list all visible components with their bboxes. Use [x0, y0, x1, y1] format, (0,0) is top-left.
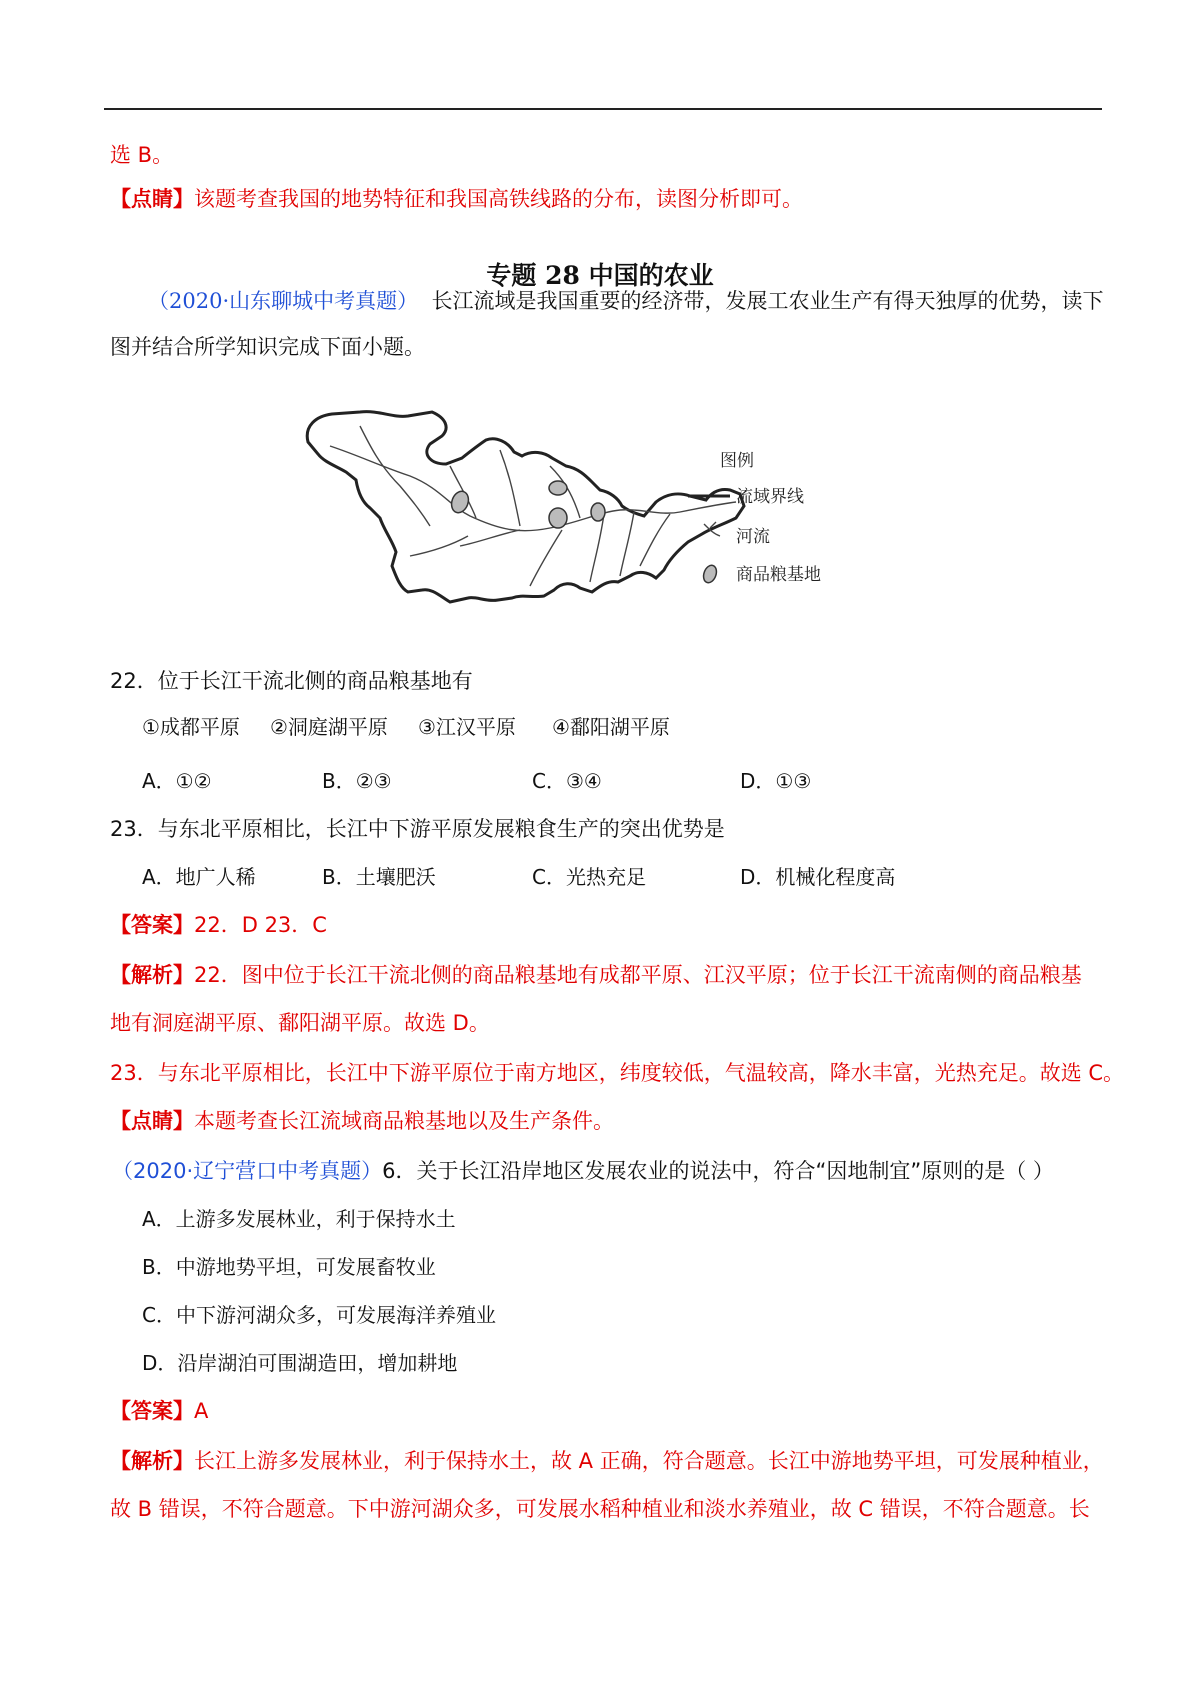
analysis-tag: 【解析】: [110, 963, 194, 987]
q1-intro-line1: [148, 286, 1103, 316]
tip-text: 本题考查长江流域商品粮基地以及生产条件。: [194, 1109, 614, 1133]
grain-base-poyang: [591, 503, 605, 521]
q23-option-c: C．光热充足: [532, 865, 646, 889]
q1-intro-line2: 图并结合所学知识完成下面小题。: [110, 335, 425, 359]
analysis-text: 长江上游多发展林业，利于保持水土，故 A 正确，符合题意。长江中游地势平坦，可发展种植业，: [194, 1449, 1104, 1473]
q1-intro-text: 长江流域是我国重要的经济带，发展工农业生产有得天独厚的优势，读下: [431, 289, 1104, 313]
q2-stem-line: [112, 1156, 1054, 1186]
q22-stem: 22．位于长江干流北侧的商品粮基地有: [110, 669, 473, 693]
prev-tip: [110, 184, 803, 214]
legend-grain: 商品粮基地: [736, 565, 821, 585]
tip-text: 该题考查我国的地势特征和我国高铁线路的分布，读图分析即可。: [194, 187, 803, 211]
header-rule: [104, 108, 1102, 110]
q2-source: （2020·辽宁营口中考真题）: [112, 1159, 383, 1183]
legend-boundary: 流域界线: [736, 487, 804, 507]
river-main: [330, 446, 736, 531]
q22-item-4: ④鄱阳湖平原: [552, 715, 670, 739]
legend-title: 图例: [720, 451, 754, 471]
q2-option-c: C．中下游河湖众多，可发展海洋养殖业: [142, 1303, 496, 1327]
grain-base-dongting: [549, 508, 567, 528]
grain-base-chengdu: [449, 489, 472, 515]
river-tributary: [620, 512, 634, 576]
analysis-text: 22．图中位于长江干流北侧的商品粮基地有成都平原、江汉平原；位于长江干流南侧的商品粮基: [194, 963, 1082, 987]
answer-text: 22．D 23．C: [194, 913, 327, 937]
river-tributary: [410, 536, 468, 556]
q22-option-b: B．②③: [322, 769, 392, 793]
q2-analysis-line1: [110, 1446, 1104, 1476]
q2-option-b: B．中游地势平坦，可发展畜牧业: [142, 1255, 436, 1279]
q22-option-d: D．①③: [740, 769, 812, 793]
q22-item-3: ③江汉平原: [418, 715, 516, 739]
river-tributary: [530, 530, 562, 586]
q1-answer: [110, 910, 327, 940]
answer-tag: 【答案】: [110, 913, 194, 937]
tip-tag: 【点睛】: [110, 187, 194, 211]
grain-base-jianghan: [549, 481, 567, 495]
q1-analysis-line3: 23．与东北平原相比，长江中下游平原位于南方地区，纬度较低，气温较高，降水丰富，光热充足。故选 C。: [110, 1061, 1125, 1085]
q2-option-a: A．上游多发展林业，利于保持水土: [142, 1207, 456, 1231]
q1-analysis-line1: [110, 960, 1082, 990]
q22-option-a: A．①②: [142, 769, 212, 793]
river-tributary: [590, 514, 604, 582]
prev-answer-tail: 选 B。: [110, 143, 174, 167]
answer-text: A: [194, 1399, 209, 1423]
q22-option-c: C．③④: [532, 769, 602, 793]
q1-analysis-line2: 地有洞庭湖平原、鄱阳湖平原。故选 D。: [110, 1011, 490, 1035]
basin-boundary: [307, 412, 744, 602]
river-tributary: [460, 530, 520, 546]
answer-tag: 【答案】: [110, 1399, 194, 1423]
tip-tag: 【点睛】: [110, 1109, 194, 1133]
q23-option-b: B．土壤肥沃: [322, 865, 436, 889]
q23-option-d: D．机械化程度高: [740, 865, 896, 889]
river-tributary: [360, 426, 430, 526]
yangtze-basin-map: [300, 406, 900, 646]
legend-grain-swatch: [701, 563, 718, 584]
river-tributary: [500, 450, 520, 526]
q2-stem: 6．关于长江沿岸地区发展农业的说法中，符合“因地制宜”原则的是（ ）: [382, 1159, 1054, 1183]
analysis-tag: 【解析】: [110, 1449, 194, 1473]
q23-stem: 23．与东北平原相比，长江中下游平原发展粮食生产的突出优势是: [110, 817, 725, 841]
q2-answer: [110, 1396, 208, 1426]
river-tributary: [640, 514, 670, 566]
q22-item-2: ②洞庭湖平原: [270, 715, 388, 739]
q22-item-1: ①成都平原: [142, 715, 240, 739]
q2-option-d: D．沿岸湖泊可围湖造田，增加耕地: [142, 1351, 458, 1375]
legend-river: 河流: [736, 527, 770, 547]
q2-analysis-line2: 故 B 错误，不符合题意。下中游河湖众多，可发展水稻种植业和淡水养殖业，故 C 错误，不符合题意。长: [110, 1497, 1090, 1521]
q23-option-a: A．地广人稀: [142, 865, 256, 889]
q1-source: （2020·山东聊城中考真题）: [148, 289, 419, 313]
topic-title: 专题 28 中国的农业: [486, 261, 714, 290]
q1-tip: [110, 1106, 614, 1136]
